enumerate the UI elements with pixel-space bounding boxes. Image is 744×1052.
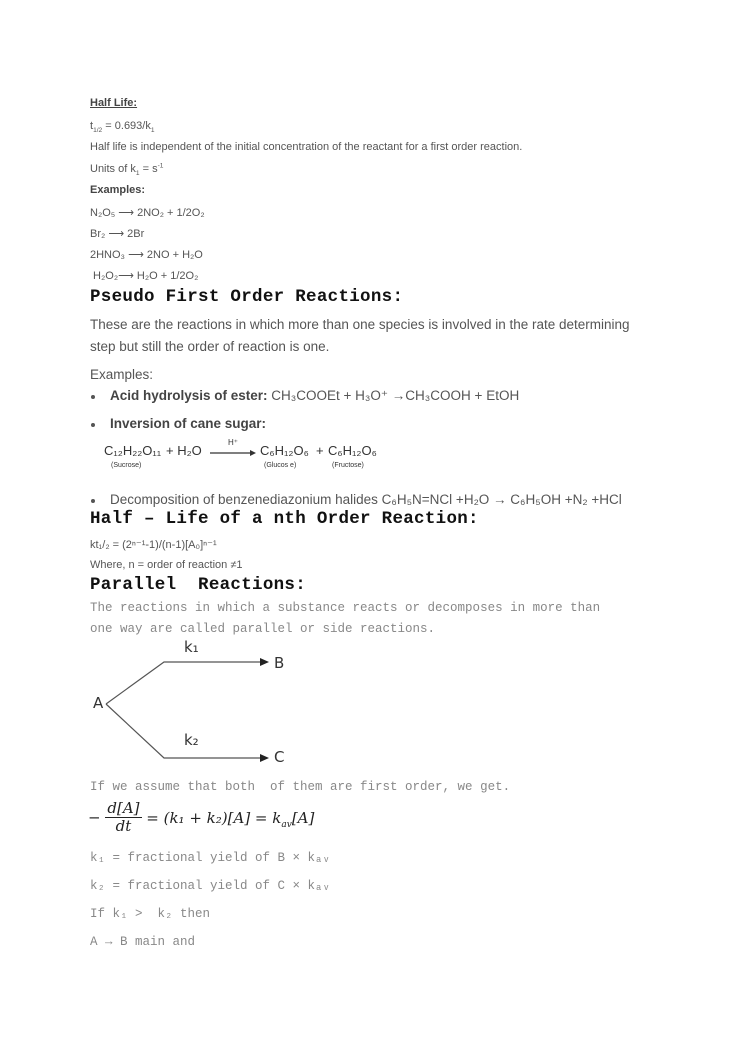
rhs-sub: av	[281, 819, 292, 830]
assumption-text: If we assume that both of them are first order, we get.	[90, 780, 511, 794]
main-product-line: A → B main and	[90, 935, 196, 949]
acid-hydrolysis-label: Acid hydrolysis of ester:	[110, 388, 268, 403]
units-k-sub: 1	[135, 170, 140, 178]
example-reaction-3: 2HNO₃ ⟶ 2NO + H₂O	[90, 249, 203, 261]
pseudo-description-line2: step but still the order of reaction is one.	[90, 339, 330, 354]
rhs-main: = (k₁ + k₂)[A] = k	[146, 808, 282, 827]
water-term: + H₂O	[166, 443, 202, 458]
nth-order-formula: kt₁/₂ = (2ⁿ⁻¹-1)/(n-1)[A₀]ⁿ⁻¹	[90, 539, 217, 551]
rate-constant-k1: k₁	[184, 638, 199, 656]
formula-rest: = 0.693/k	[102, 120, 151, 132]
k1-yield-line: k₁ = fractional yield of B × kₐᵥ	[90, 851, 331, 865]
product-c: C	[274, 748, 285, 766]
condition-line: If k₁ > k₂ then	[90, 907, 211, 921]
glucose-label: (Glucos e)	[264, 462, 297, 469]
cane-sugar-equation	[104, 438, 384, 477]
units-prefix: Units of k	[90, 163, 136, 175]
fructose-label: (Fructose)	[332, 462, 364, 469]
acid-hydrolysis-item	[110, 388, 519, 404]
fructose-formula: C₆H₁₂O₆	[328, 443, 377, 458]
pseudo-first-order-heading: Pseudo First Order Reactions:	[90, 287, 404, 307]
half-life-heading: Half Life:	[90, 97, 138, 109]
parallel-description-line1: The reactions in which a substance reacts or decomposes in more than	[90, 601, 601, 615]
parallel-description-line2: one way are called parallel or side reactions.	[90, 622, 436, 636]
parallel-reactions-heading: Parallel Reactions:	[90, 575, 307, 595]
glucose-formula: C₆H₁₂O₆	[260, 443, 309, 458]
formula-t: t	[90, 120, 94, 132]
examples-label: Examples:	[90, 184, 146, 196]
equation-rhs	[146, 808, 315, 830]
catalyst-label: H⁺	[228, 438, 238, 447]
pseudo-description-line1: These are the reactions in which more than one species is involved in the rate determining	[90, 317, 630, 332]
formula-t-sub: 1/2	[93, 127, 103, 135]
sucrose-formula: C₁₂H₂₂O₁₁	[104, 443, 162, 458]
bullet-icon	[91, 499, 95, 503]
k2-yield-line: k₂ = fractional yield of C × kₐᵥ	[90, 879, 331, 893]
sucrose-label: (Sucrose)	[111, 462, 142, 469]
bullet-icon	[91, 395, 95, 399]
half-life-statement: Half life is independent of the initial concentration of the reactant for a first order reaction.	[90, 141, 523, 153]
formula-k-sub: 1	[150, 127, 155, 135]
example-reaction-2: Br₂ ⟶ 2Br	[90, 228, 145, 240]
reaction-arrow-icon	[210, 449, 256, 457]
reactant-a: A	[93, 694, 104, 712]
nth-order-heading: Half – Life of a nth Order Reaction:	[90, 509, 479, 529]
rate-constant-k2: k₂	[184, 731, 199, 749]
rhs-end: [A]	[291, 808, 315, 827]
units-eq: = s	[139, 163, 158, 175]
derivative-fraction	[105, 800, 141, 835]
bullet-icon	[91, 423, 95, 427]
fraction-numerator: d[A]	[107, 799, 140, 817]
parallel-reaction-diagram	[88, 638, 308, 768]
decomposition-item: Decomposition of benzenediazonium halides C₆H₅N=NCl +H₂O → C₆H₅OH +N₂ +HCl	[110, 492, 622, 507]
units-line	[90, 162, 164, 178]
pseudo-examples-label: Examples:	[90, 367, 154, 382]
units-sup: -1	[157, 162, 164, 170]
example-reaction-4: H₂O₂⟶ H₂O + 1/2O₂	[90, 270, 199, 282]
cane-sugar-label: Inversion of cane sugar:	[110, 416, 267, 431]
rate-equation	[88, 800, 314, 835]
half-life-formula	[90, 120, 155, 135]
product-b: B	[274, 654, 285, 672]
example-reaction-1: N₂O₅ ⟶ 2NO₂ + 1/2O₂	[90, 207, 205, 219]
fraction-denominator: dt	[115, 817, 132, 835]
plus-sign: +	[316, 443, 324, 458]
acid-hydrolysis-equation: CH₃COOEt + H₃O⁺ →CH₃COOH + EtOH	[267, 388, 520, 403]
minus-sign: −	[88, 808, 101, 827]
nth-order-where: Where, n = order of reaction ≠1	[90, 559, 243, 571]
